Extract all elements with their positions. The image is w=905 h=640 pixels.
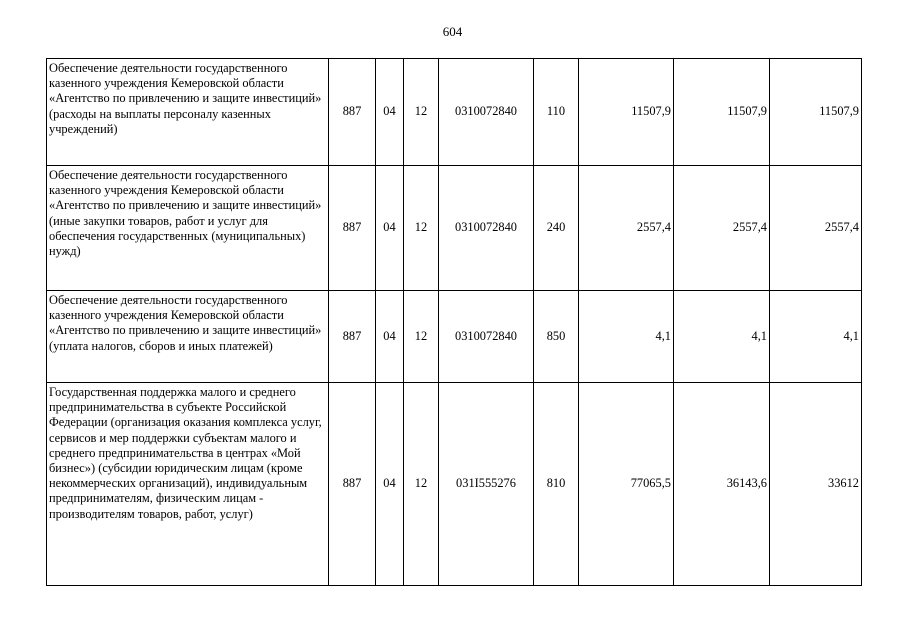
target-article-code: 0310072840 xyxy=(439,291,534,383)
amount-year-1: 2557,4 xyxy=(579,166,674,291)
ministry-code: 887 xyxy=(329,291,376,383)
target-article-code: 0310072840 xyxy=(439,59,534,166)
expense-type-code: 850 xyxy=(534,291,579,383)
table-row xyxy=(47,166,862,291)
row-description: Обеспечение деятельности государственного казенного учреждения Кемеровской области «Агентство по привлечению и защите инвестиций» (уплата налогов, сборов и иных платежей) xyxy=(47,291,329,383)
amount-year-3: 4,1 xyxy=(770,291,862,383)
section-code: 04 xyxy=(376,59,404,166)
subsection-code: 12 xyxy=(404,166,439,291)
table-row xyxy=(47,291,862,383)
subsection-code: 12 xyxy=(404,383,439,586)
ministry-code: 887 xyxy=(329,166,376,291)
budget-table xyxy=(46,58,862,586)
amount-year-3: 11507,9 xyxy=(770,59,862,166)
expense-type-code: 240 xyxy=(534,166,579,291)
amount-year-1: 11507,9 xyxy=(579,59,674,166)
amount-year-1: 4,1 xyxy=(579,291,674,383)
ministry-code: 887 xyxy=(329,383,376,586)
expense-type-code: 810 xyxy=(534,383,579,586)
expense-type-code: 110 xyxy=(534,59,579,166)
amount-year-2: 2557,4 xyxy=(674,166,770,291)
amount-year-2: 4,1 xyxy=(674,291,770,383)
amount-year-2: 36143,6 xyxy=(674,383,770,586)
amount-year-3: 33612 xyxy=(770,383,862,586)
ministry-code: 887 xyxy=(329,59,376,166)
page-number: 604 xyxy=(442,24,463,39)
amount-year-3: 2557,4 xyxy=(770,166,862,291)
row-description: Государственная поддержка малого и среднего предпринимательства в субъекте Российской Федерации (организация оказания комплекса услуг, сервисов и мер поддержки субъектам малого и среднего предпринимательства в центрах «Мой бизнес») (субсидии юридическим лицам (кроме некоммерческих организаций), индивидуальным предпринимателям, физическим лицам - производителям товаров, работ, услуг) xyxy=(47,383,329,586)
table-row xyxy=(47,59,862,166)
target-article-code: 031I555276 xyxy=(439,383,534,586)
subsection-code: 12 xyxy=(404,59,439,166)
subsection-code: 12 xyxy=(404,291,439,383)
amount-year-2: 11507,9 xyxy=(674,59,770,166)
row-description: Обеспечение деятельности государственного казенного учреждения Кемеровской области «Агентство по привлечению и защите инвестиций» (иные закупки товаров, работ и услуг для обеспечения государственных (муниципальных) нужд) xyxy=(47,166,329,291)
section-code: 04 xyxy=(376,166,404,291)
section-code: 04 xyxy=(376,291,404,383)
amount-year-1: 77065,5 xyxy=(579,383,674,586)
target-article-code: 0310072840 xyxy=(439,166,534,291)
table-row xyxy=(47,383,862,586)
section-code: 04 xyxy=(376,383,404,586)
row-description: Обеспечение деятельности государственного казенного учреждения Кемеровской области «Агентство по привлечению и защите инвестиций» (расходы на выплаты персоналу казенных учреждений) xyxy=(47,59,329,166)
